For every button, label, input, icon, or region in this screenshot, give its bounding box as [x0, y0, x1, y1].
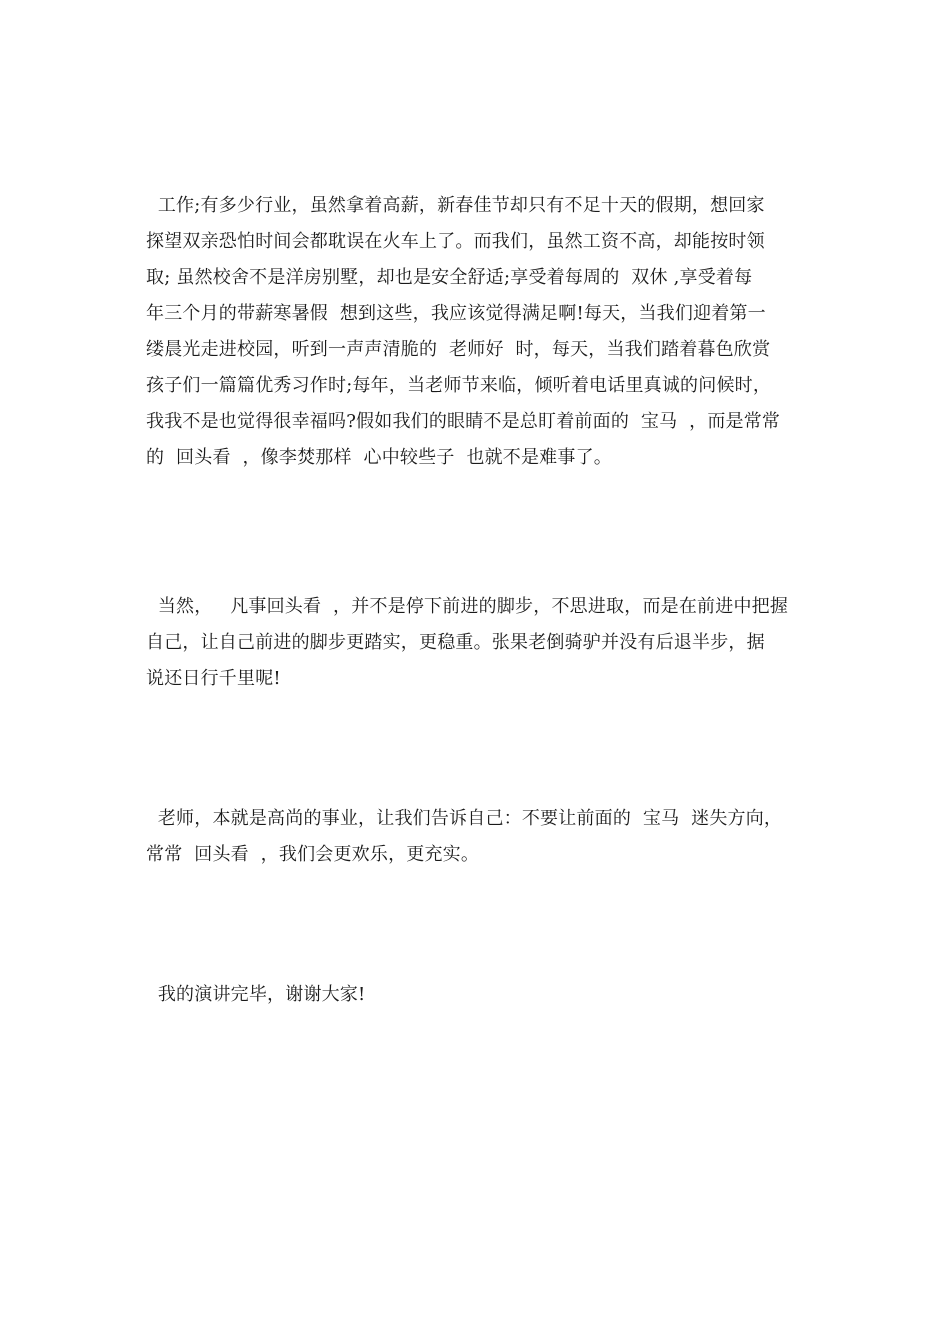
paragraph-line: 取; 虽然校舍不是洋房别墅，却也是安全舒适;享受着每周的 双休 ,享受着每 [146, 267, 753, 288]
paragraph-line: 年三个月的带薪寒暑假 想到这些，我应该觉得满足啊!每天，当我们迎着第一 [146, 303, 766, 324]
paragraph-line: 工作;有多少行业，虽然拿着高薪，新春佳节却只有不足十天的假期，想回家 [146, 195, 765, 216]
paragraph-line: 探望双亲恐怕时间会都耽误在火车上了。而我们，虽然工资不高，却能按时领 [146, 231, 765, 252]
paragraph-line: 说还日行千里呢! [146, 668, 281, 689]
paragraph-line: 我的演讲完毕，谢谢大家! [146, 984, 366, 1005]
paragraph-line: 缕晨光走进校园，听到一声声清脆的 老师好 时，每天，当我们踏着暮色欣赏 [146, 339, 771, 360]
paragraph-line: 孩子们一篇篇优秀习作时;每年，当老师节来临，倾听着电话里真诚的问候时， [146, 375, 772, 396]
paragraph-line: 常常 回头看 ，我们会更欢乐，更充实。 [146, 844, 480, 865]
paragraph-line: 自己，让自己前进的脚步更踏实，更稳重。张果老倒骑驴并没有后退半步，据 [146, 632, 765, 653]
paragraph-line: 当然， 凡事回头看 ，并不是停下前进的脚步，不思进取，而是在前进中把握 [146, 596, 789, 617]
paragraph-line: 我我不是也觉得很幸福吗?假如我们的眼睛不是总盯着前面的 宝马 ，而是常常 [146, 411, 781, 432]
paragraph-line: 老师，本就是高尚的事业，让我们告诉自己：不要让前面的 宝马 迷失方向， [146, 808, 783, 829]
paragraph-line: 的 回头看 ，像李焚那样 心中较些子 也就不是难事了。 [146, 447, 612, 468]
